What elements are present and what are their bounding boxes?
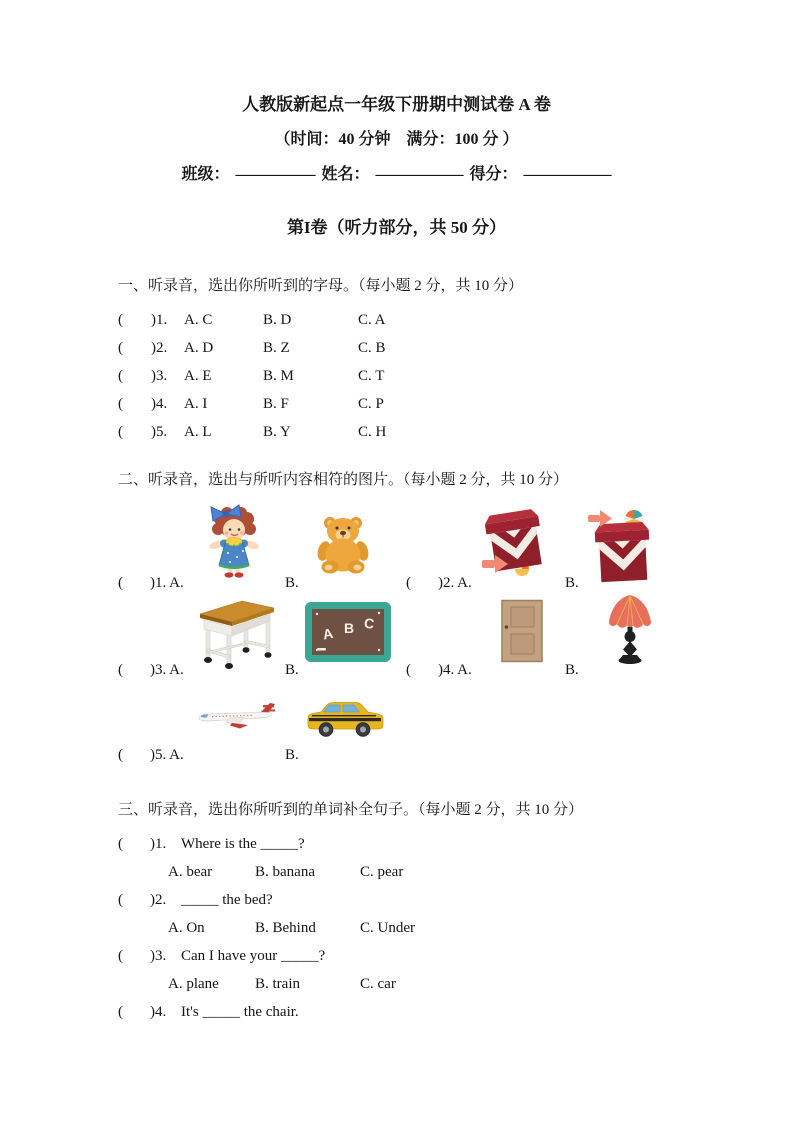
doll-image	[202, 504, 266, 578]
class-label: 班级：	[181, 166, 230, 183]
name-label: 姓名：	[321, 166, 370, 183]
answer-paren: (	[118, 340, 123, 356]
question-number: )4.	[150, 1004, 167, 1020]
question-number: )2.	[151, 340, 168, 356]
answer-paren: (	[118, 575, 123, 591]
option-b: B. train	[255, 976, 300, 992]
option-c: C. A	[358, 312, 386, 328]
option-b-label: B.	[565, 575, 579, 591]
blackboard-image	[304, 601, 392, 663]
blackboard-letter: B	[344, 620, 355, 636]
answer-paren: (	[118, 747, 123, 763]
school-desk-image	[196, 596, 278, 670]
option-a: A. D	[184, 340, 214, 356]
answer-paren: (	[118, 1004, 123, 1020]
option-b: B. M	[263, 368, 294, 384]
answer-paren: (	[118, 892, 123, 908]
answer-paren: (	[118, 948, 123, 964]
question-text: It's _____ the chair.	[181, 1004, 299, 1020]
option-b-label: B.	[285, 575, 299, 591]
score-blank: ___________	[523, 161, 612, 178]
table-lamp-image	[602, 593, 658, 665]
option-b: B. Behind	[255, 920, 316, 936]
blackboard-letter: A	[321, 624, 335, 643]
option-b: B. F	[263, 396, 289, 412]
class-blank: __________	[235, 161, 316, 178]
option-c: C. P	[358, 396, 384, 412]
blackboard-letter: C	[363, 614, 376, 632]
option-c: C. H	[358, 424, 387, 440]
option-a: A. L	[184, 424, 212, 440]
option-c: C. car	[360, 976, 396, 992]
score-label: 得分：	[469, 166, 518, 183]
option-c: C. pear	[360, 864, 404, 880]
question-number: )5.	[151, 424, 168, 440]
option-a: A. E	[184, 368, 212, 384]
gift-box-ball-on-top-image	[586, 505, 660, 585]
question-text: Where is the _____?	[181, 836, 305, 852]
question-label: )3. A.	[150, 662, 184, 678]
part1-title: 第I卷（听力部分，共 50 分）	[286, 218, 507, 237]
question-label: )5. A.	[150, 747, 184, 763]
answer-paren: (	[406, 575, 411, 591]
option-c: C. Under	[360, 920, 415, 936]
question-number: )3.	[151, 368, 168, 384]
answer-paren: (	[118, 836, 123, 852]
option-a: A. I	[184, 396, 208, 412]
option-b: B. D	[263, 312, 292, 328]
taxi-image	[304, 698, 386, 740]
answer-paren: (	[406, 662, 411, 678]
option-b-label: B.	[565, 662, 579, 678]
section3-heading: 三、听录音，选出你所听到的单词补全句子。（每小题 2 分，共 10 分）	[118, 802, 584, 818]
answer-paren: (	[118, 662, 123, 678]
option-a: A. plane	[168, 976, 219, 992]
question-label: )2. A.	[438, 575, 472, 591]
name-blank: ___________	[375, 161, 464, 178]
exam-meta-line: （时间：40 分钟 满分：100 分 ）	[274, 131, 519, 148]
question-label: )1. A.	[150, 575, 184, 591]
option-b-label: B.	[285, 747, 299, 763]
question-text: Can I have your _____?	[181, 948, 326, 964]
question-text: _____ the bed?	[181, 892, 273, 908]
door-image	[500, 599, 544, 663]
gift-box-arrow-under-image	[480, 502, 550, 580]
page-title: 人教版新起点一年级下册期中测试卷 A 卷	[242, 95, 551, 114]
option-b-label: B.	[285, 662, 299, 678]
option-c: C. T	[358, 368, 385, 384]
question-number: )2.	[150, 892, 167, 908]
option-c: C. B	[358, 340, 386, 356]
option-a: A. bear	[168, 864, 213, 880]
airplane-image	[196, 700, 280, 736]
option-a: A. On	[168, 920, 205, 936]
answer-paren: (	[118, 396, 123, 412]
section2-heading: 二、听录音，选出与所听内容相符的图片。（每小题 2 分，共 10 分）	[118, 472, 569, 488]
question-number: )4.	[151, 396, 168, 412]
teddy-bear-image	[310, 514, 376, 574]
question-number: )1.	[150, 836, 167, 852]
question-number: )3.	[150, 948, 167, 964]
option-b: B. Y	[263, 424, 291, 440]
answer-paren: (	[118, 312, 123, 328]
question-label: )4. A.	[438, 662, 472, 678]
option-a: A. C	[184, 312, 213, 328]
answer-paren: (	[118, 424, 123, 440]
option-b: B. banana	[255, 864, 315, 880]
option-b: B. Z	[263, 340, 290, 356]
student-info-line	[0, 161, 793, 184]
question-number: )1.	[151, 312, 168, 328]
door-knob-icon	[505, 625, 509, 629]
answer-paren: (	[118, 368, 123, 384]
section1-heading: 一、听录音，选出你所听到的字母。（每小题 2 分，共 10 分）	[118, 278, 524, 294]
